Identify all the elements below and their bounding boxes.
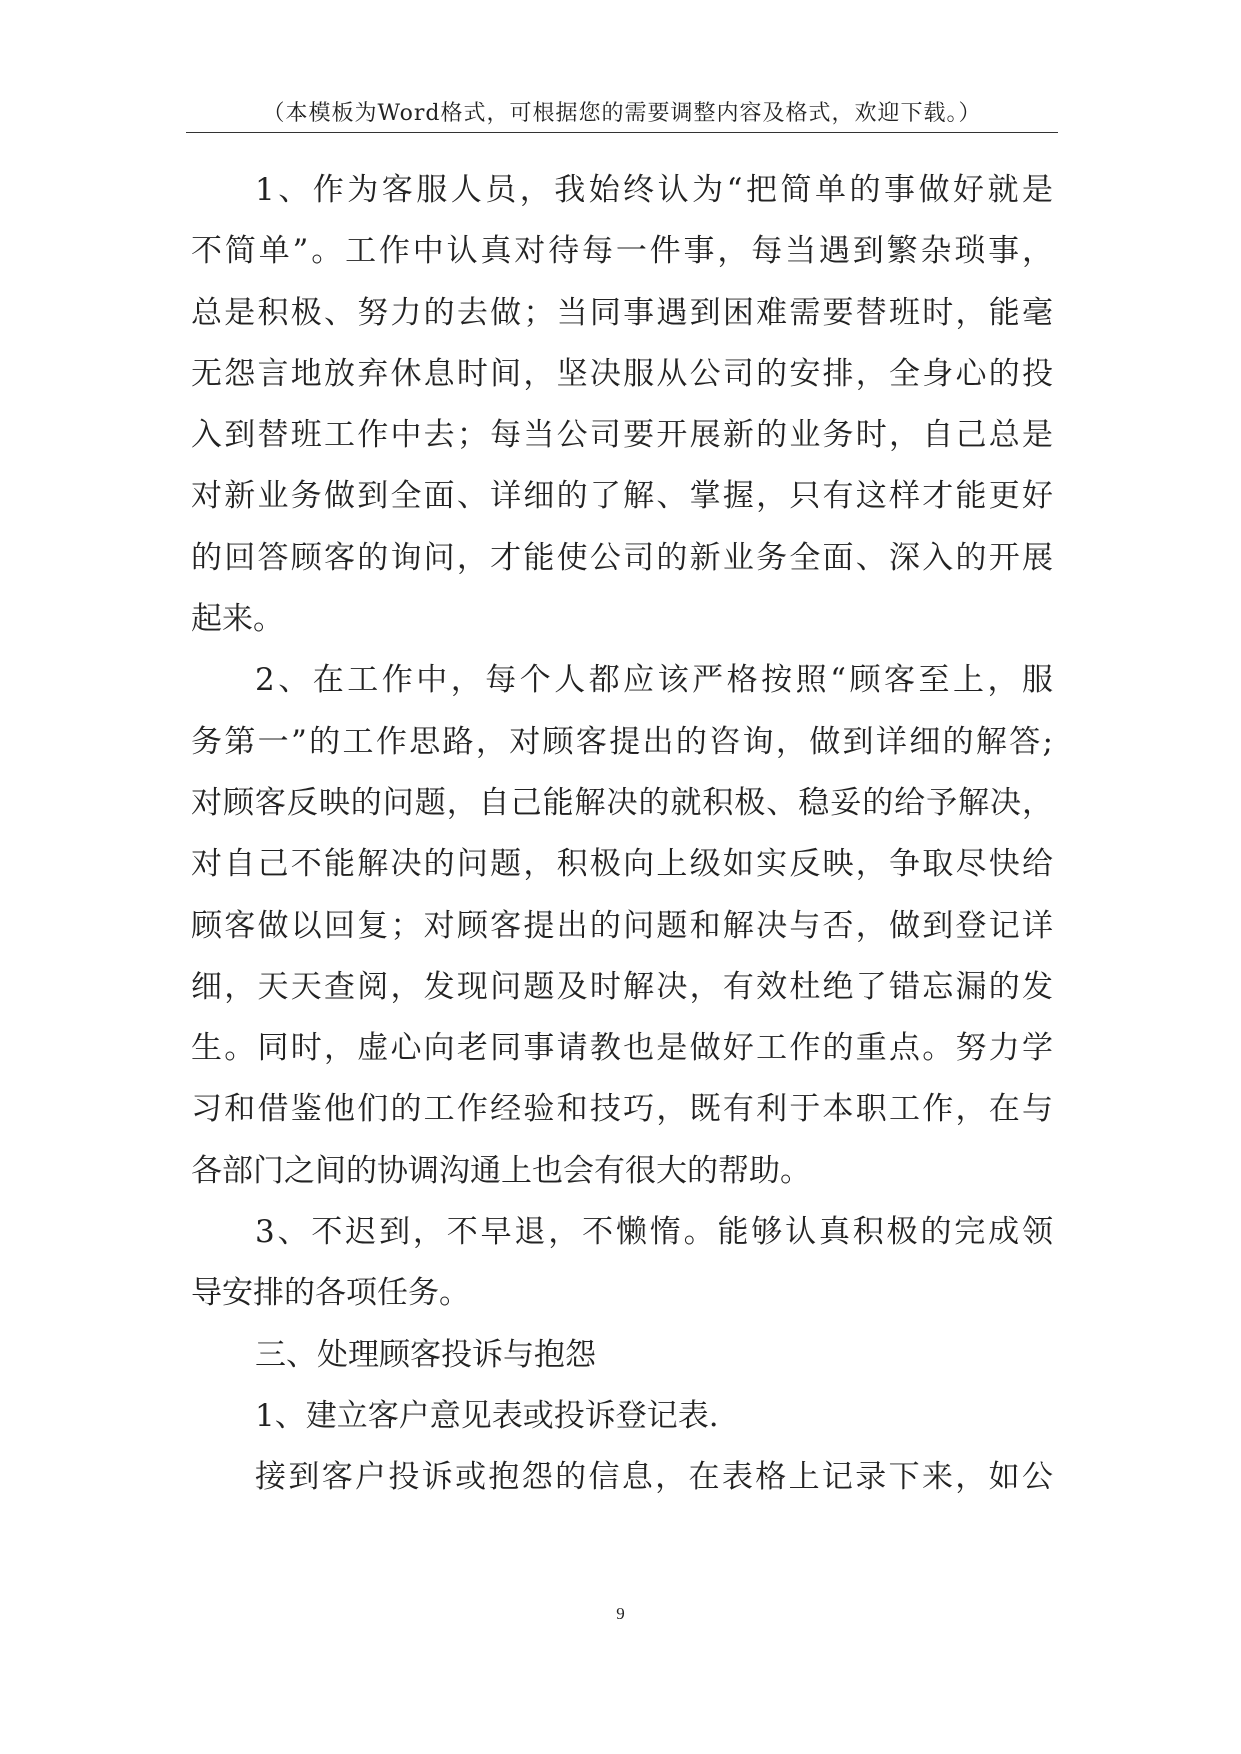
text-line: 导安排的各项任务。 xyxy=(191,1275,470,1312)
text-line: 的回答顾客的询问，才能使公司的新业务全面、深入的开展 xyxy=(191,539,1053,576)
text-line: 对新业务做到全面、详细的了解、掌握，只有这样才能更好 xyxy=(191,478,1053,515)
text-line: 生。同时，虚心向老同事请教也是做好工作的重点。努力学 xyxy=(191,1030,1053,1067)
text-line: 接到客户投诉或抱怨的信息，在表格上记录下来，如公 xyxy=(255,1459,1053,1496)
header-rule xyxy=(186,132,1058,133)
text-line: 3、不迟到，不早退，不懒惰。能够认真积极的完成领 xyxy=(255,1214,1053,1251)
page-number: 9 xyxy=(616,1604,625,1623)
text-line: 2、在工作中，每个人都应该严格按照“顾客至上，服 xyxy=(255,662,1053,699)
text-line: 习和借鉴他们的工作经验和技巧，既有利于本职工作，在与 xyxy=(191,1091,1053,1128)
document-body xyxy=(191,160,1053,1509)
text-line: 起来。 xyxy=(191,601,284,638)
text-line: 顾客做以回复；对顾客提出的问题和解决与否，做到登记详 xyxy=(191,907,1053,944)
text-line: 对自己不能解决的问题，积极向上级如实反映，争取尽快给 xyxy=(191,846,1053,883)
text-line: 入到替班工作中去；每当公司要开展新的业务时，自己总是 xyxy=(191,417,1053,454)
section-heading: 三、处理顾客投诉与抱怨 xyxy=(255,1336,596,1373)
text-line: 无怨言地放弃休息时间，坚决服从公司的安排，全身心的投 xyxy=(191,355,1053,392)
text-line: 1、作为客服人员，我始终认为“把简单的事做好就是 xyxy=(255,172,1053,208)
text-line: 总是积极、努力的去做；当同事遇到困难需要替班时，能毫 xyxy=(191,294,1053,331)
text-line: 务第一”的工作思路，对顾客提出的咨询，做到详细的解答; xyxy=(191,723,1053,760)
page-header: （本模板为Word格式，可根据您的需要调整内容及格式，欢迎下载。） xyxy=(262,101,982,126)
text-line: 不简单”。工作中认真对待每一件事，每当遇到繁杂琐事， xyxy=(191,233,1053,270)
text-line: 各部门之间的协调沟通上也会有很大的帮助。 xyxy=(191,1152,811,1189)
text-line: 细，天天查阅，发现问题及时解决，有效杜绝了错忘漏的发 xyxy=(191,968,1053,1005)
text-line: 1、建立客户意见表或投诉登记表. xyxy=(255,1397,719,1434)
text-line: 对顾客反映的问题，自己能解决的就积极、稳妥的给予解决， xyxy=(191,784,1053,821)
